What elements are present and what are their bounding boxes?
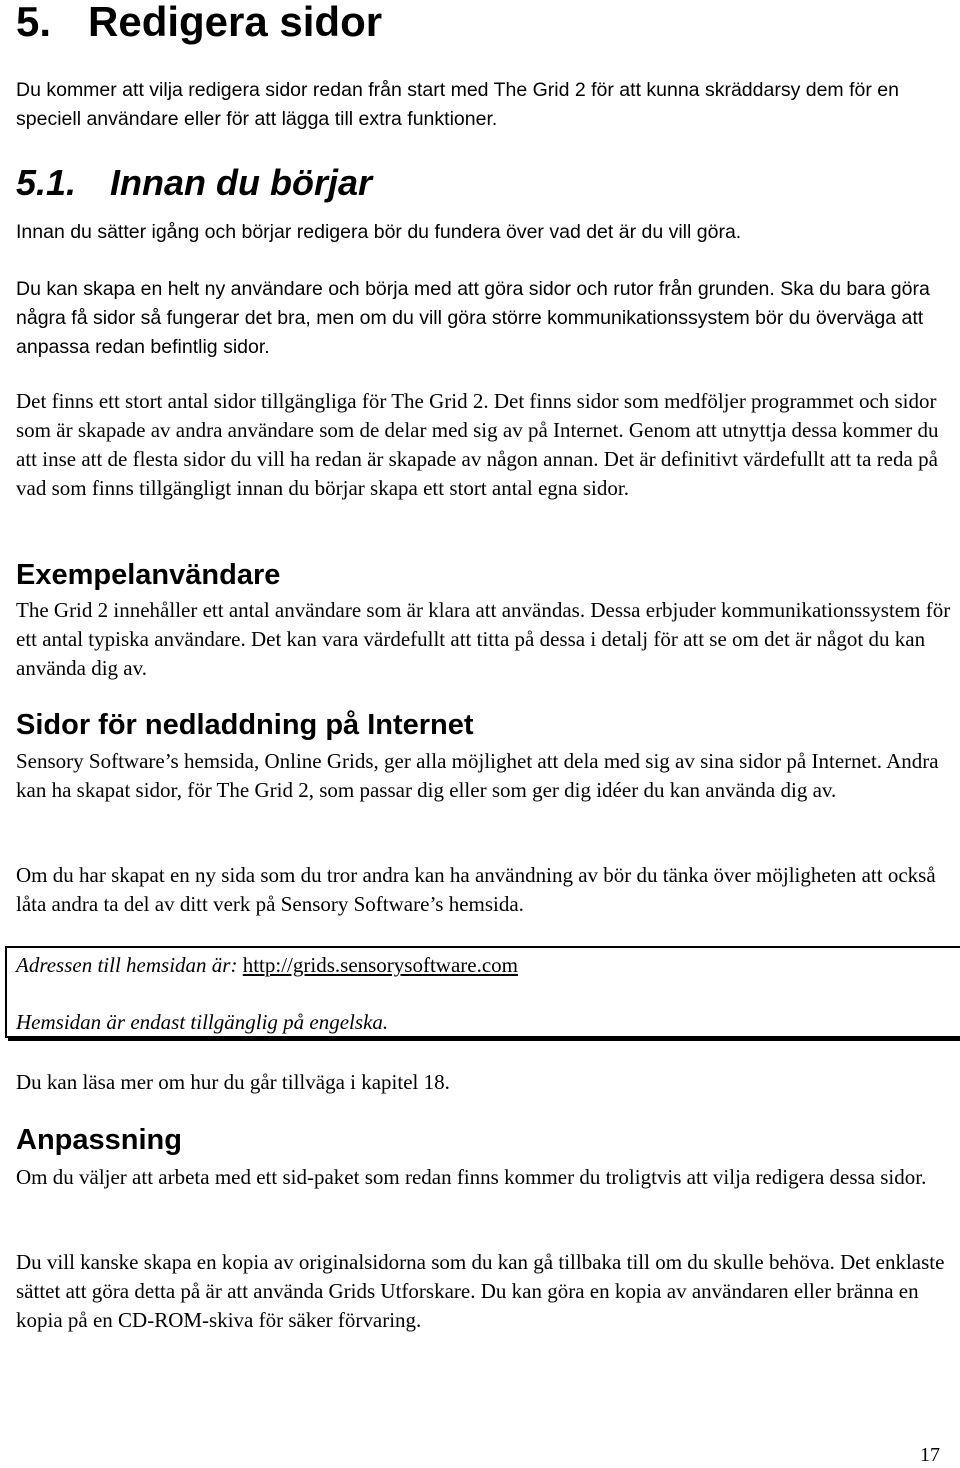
anpassning-heading: Anpassning (16, 1124, 182, 1156)
chapter-title: Redigera sidor (88, 0, 383, 45)
chapter-reference: Du kan läsa mer om hur du går tillväga i kapitel 18. (16, 1070, 450, 1094)
anpassning-paragraph-1: Om du väljer att arbeta med ett sid-paket som redan finns kommer du troligtvis att vilja redigera dessa sidor. (16, 1165, 927, 1189)
page-number: 17 (920, 1444, 940, 1466)
anpassning-paragraph-2: Du vill kanske skapa en kopia av originalsidorna som du kan gå tillbaka till om du skulle behöva. Det enklaste sättet att göra detta på är att använda Grids Utforskare. Du kan göra en kopia av användaren eller bränna en kopia på en CD-ROM-skiva för säker förvaring. (16, 1250, 945, 1332)
website-info-box (5, 946, 960, 1038)
section-number: 5.1. (16, 162, 77, 203)
intro-paragraph: Du kommer att vilja redigera sidor redan från start med The Grid 2 för att kunna skräddarsy dem för en speciell användare eller för att lägga till extra funktioner. (16, 79, 899, 130)
nedladdning-paragraph-1: Sensory Software’s hemsida, Online Grids, ger alla möjlighet att dela med sig av sina sidor på Internet. Andra kan ha skapat sidor, för The Grid 2, som passar dig eller som ger dig idéer du kan använda dig av. (16, 749, 939, 802)
address-line (16, 953, 518, 978)
nedladdning-paragraph-2: Om du har skapat en ny sida som du tror andra kan ha användning av bör du tänka över möjligheten att också låta andra ta del av ditt verk på Sensory Software’s hemsida. (16, 863, 936, 916)
chapter-number: 5. (16, 0, 52, 45)
section-heading (16, 162, 372, 204)
chapter-heading (16, 0, 382, 46)
exempel-heading: Exempelanvändare (16, 559, 281, 591)
innan-paragraph-2: Du kan skapa en helt ny användare och börja med att göra sidor och rutor från grunden. Ska du bara göra några få sidor så fungerar det bra, men om du vill göra större kommunikationssystem bör du överväga att anpassa redan befintlig sidor. (16, 278, 930, 358)
website-link[interactable]: http://grids.sensorysoftware.com (242, 953, 519, 977)
exempel-paragraph: The Grid 2 innehåller ett antal användare som är klara att användas. Dessa erbjuder kommunikationssystem för ett antal typiska användare. Det kan vara värdefullt att titta på dessa i detalj för att se om det är något du kan använda dig av. (16, 598, 951, 680)
address-label: Adressen till hemsidan är: (16, 953, 238, 977)
innan-paragraph-1: Innan du sätter igång och börjar redigera bör du fundera över vad det är du vill göra. (16, 221, 742, 243)
nedladdning-heading: Sidor för nedladdning på Internet (16, 709, 474, 741)
innan-paragraph-3: Det finns ett stort antal sidor tillgängliga för The Grid 2. Det finns sidor som medföljer programmet och sidor som är skapade av andra användare som de delar med sig av på Internet. Genom att utnyttja dessa kommer du att inse att de flesta sidor du vill ha redan är skapade av någon annan. Det är definitivt värdefullt att ta reda på vad som finns tillgängligt innan du börjar skapa ett stort antal egna sidor. (16, 389, 939, 500)
language-note: Hemsidan är endast tillgänglig på engelska. (16, 1010, 389, 1034)
section-title: Innan du börjar (110, 162, 373, 203)
